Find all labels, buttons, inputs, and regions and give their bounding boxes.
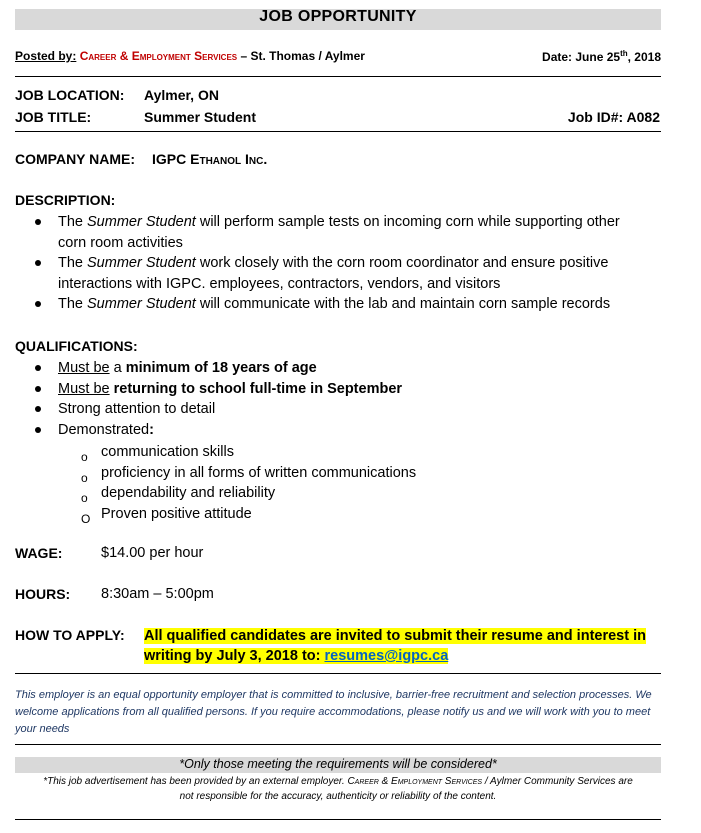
bullet-icon [35, 219, 41, 225]
company-name-label: COMPANY NAME: [15, 151, 136, 167]
how-to-apply-text [144, 626, 664, 666]
date-prefix: Date: June 25 [542, 50, 621, 64]
posted-by-label: Posted by: [15, 49, 77, 63]
equal-opportunity-statement: This employer is an equal opportunity employer that is committed to inclusive, barrier-free recruitment and selection processes. We welcome applications from all qualified persons. If you require accommodations, please notify us and we will work with you to meet your needs [15, 689, 652, 735]
job-location-value: Aylmer, ON [144, 87, 219, 103]
job-location-label: JOB LOCATION: [15, 87, 125, 103]
bullet-icon [35, 301, 41, 307]
description-heading: DESCRIPTION: [15, 192, 116, 208]
posted-by-location: – St. Thomas / Aylmer [237, 49, 365, 63]
date-sup: th [620, 49, 628, 58]
job-title-label: JOB TITLE: [15, 109, 92, 125]
posted-by-org: Career & Employment Services [79, 49, 238, 63]
qualifications-heading: QUALIFICATIONS: [15, 338, 138, 354]
bullet-icon [35, 365, 41, 371]
divider [15, 673, 661, 674]
wage-label: WAGE: [15, 545, 63, 561]
list-item: Demonstrated: [15, 420, 675, 441]
apply-line-2: writing by July 3, 2018 to: resumes@igpc.ca [144, 648, 449, 664]
job-id: Job ID#: A082 [567, 109, 660, 125]
list-item: Must be a minimum of 18 years of age [15, 358, 675, 379]
description-list [15, 212, 675, 315]
bullet-icon [35, 406, 41, 412]
sub-list-item: o communication skills [15, 442, 675, 463]
job-title-value: Summer Student [144, 109, 257, 125]
circle-bullet-icon: o [81, 470, 88, 485]
demonstrated-sublist [15, 442, 675, 524]
posting-date [542, 49, 661, 64]
divider [15, 131, 661, 132]
sub-list-item: o proficiency in all forms of written communications [15, 463, 675, 484]
qualifications-list [15, 358, 675, 440]
bullet-icon [35, 427, 41, 433]
bullet-icon [35, 260, 41, 266]
list-item: The Summer Student will perform sample tests on incoming corn while supporting other corn room activities [15, 212, 675, 253]
divider [15, 819, 661, 820]
list-item: Must be returning to school full-time in September [15, 379, 675, 400]
divider [15, 744, 661, 745]
circle-bullet-icon: O [81, 511, 91, 526]
hours-value: 8:30am – 5:00pm [101, 586, 214, 602]
company-name-value: IGPC Ethanol Inc. [152, 151, 268, 167]
list-item: The Summer Student work closely with the corn room coordinator and ensure positive interactions with IGPC. employees, contractors, vendors, and visitors [15, 253, 675, 294]
date-suffix: , 2018 [627, 50, 661, 64]
how-to-apply-label: HOW TO APPLY: [15, 627, 125, 643]
apply-line-1: All qualified candidates are invited to submit their resume and interest in [144, 628, 646, 644]
list-item: Strong attention to detail [15, 399, 675, 420]
divider [15, 76, 661, 77]
circle-bullet-icon: o [81, 450, 88, 464]
email-link[interactable]: resumes@igpc.ca [324, 648, 449, 664]
posted-by [15, 49, 365, 63]
sub-list-item: o dependability and reliability [15, 483, 675, 504]
wage-value: $14.00 per hour [101, 545, 204, 561]
hours-label: HOURS: [15, 586, 71, 602]
disclaimer: *This job advertisement has been provided by an external employer. Career & Employment Services / Aylmer Community Services are not responsible for the accuracy, authenticity or reliability of the content. [43, 776, 633, 802]
page-title: JOB OPPORTUNITY [259, 8, 417, 25]
list-item: The Summer Student will communicate with the lab and maintain corn sample records [15, 294, 675, 315]
sub-list-item: O Proven positive attitude [15, 504, 675, 525]
circle-bullet-icon: o [81, 491, 88, 505]
bullet-icon [35, 386, 41, 392]
only-considered-notice: *Only those meeting the requirements will be considered* [179, 757, 497, 771]
